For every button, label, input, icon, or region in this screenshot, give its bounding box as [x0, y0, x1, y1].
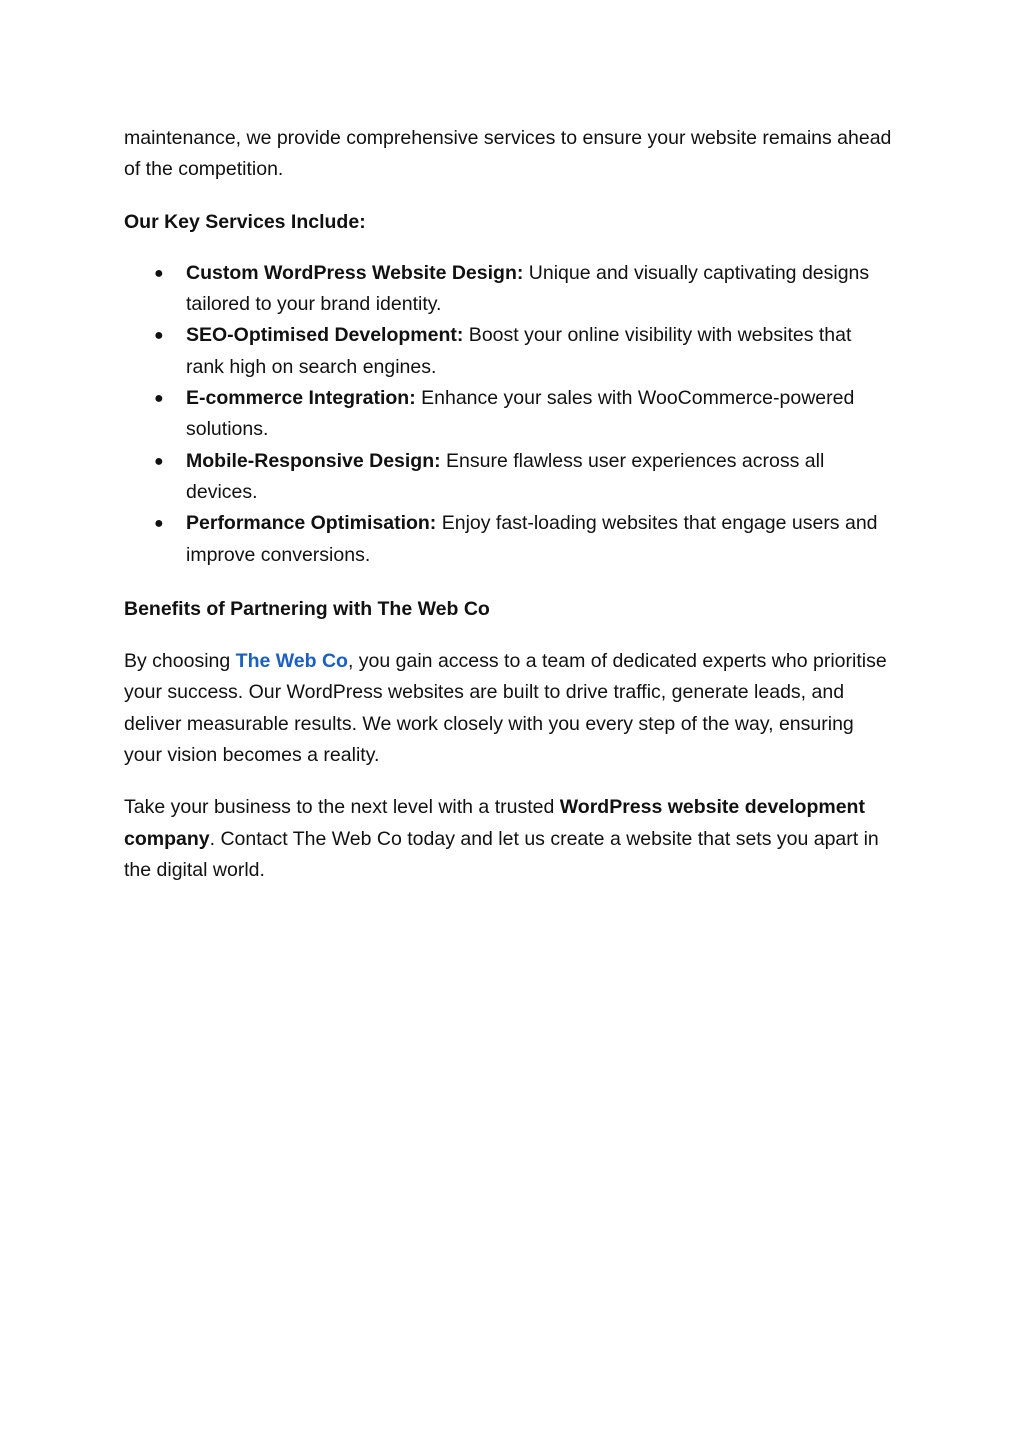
services-list [124, 258, 894, 571]
list-item [124, 446, 894, 509]
key-services-heading: Our Key Services Include: [124, 210, 366, 233]
closing-bold-phrase: WordPress website development company [124, 796, 865, 850]
list-item [124, 258, 894, 321]
service-title: E-commerce Integration: [186, 387, 416, 410]
service-description: Boost your online visibility with websites that rank high on search engines. [186, 324, 852, 378]
document-content [124, 123, 894, 907]
bullet-icon: ● [154, 452, 164, 470]
service-title: Performance Optimisation: [186, 512, 437, 535]
benefits-heading: Benefits of Partnering with The Web Co [124, 597, 490, 620]
service-title: Custom WordPress Website Design: [186, 261, 524, 284]
intro-paragraph: maintenance, we provide comprehensive services to ensure your website remains ahead of the competition. [124, 127, 892, 181]
bullet-icon: ● [154, 264, 164, 282]
bullet-icon: ● [154, 327, 164, 345]
list-item [124, 383, 894, 446]
benefits-text-lead: By choosing [124, 650, 236, 673]
closing-paragraph [124, 792, 894, 886]
closing-text-rest: . Contact The Web Co today and let us create a website that sets you apart in the digital world. [124, 827, 879, 881]
service-description: Enjoy fast-loading websites that engage users and improve conversions. [186, 512, 878, 566]
service-description: Ensure flawless user experiences across all devices. [186, 449, 825, 503]
bullet-icon: ● [154, 390, 164, 408]
service-description: Enhance your sales with WooCommerce-powered solutions. [186, 387, 855, 441]
service-title: SEO-Optimised Development: [186, 324, 464, 347]
service-title: Mobile-Responsive Design: [186, 449, 441, 472]
service-description: Unique and visually captivating designs tailored to your brand identity. [186, 261, 870, 316]
list-item [124, 320, 894, 383]
closing-text-lead: Take your business to the next level with a trusted [124, 796, 560, 819]
the-web-co-link[interactable]: The Web Co [235, 650, 348, 673]
benefits-text-rest: , you gain access to a team of dedicated experts who prioritise your success. Our WordPress websites are built to drive traffic, generate leads, and deliver measurable results. We work closely with you every step of the way, ensuring your vision becomes a reality. [124, 650, 887, 767]
benefits-paragraph [124, 646, 894, 771]
list-item [124, 508, 894, 571]
bullet-icon: ● [154, 515, 164, 533]
